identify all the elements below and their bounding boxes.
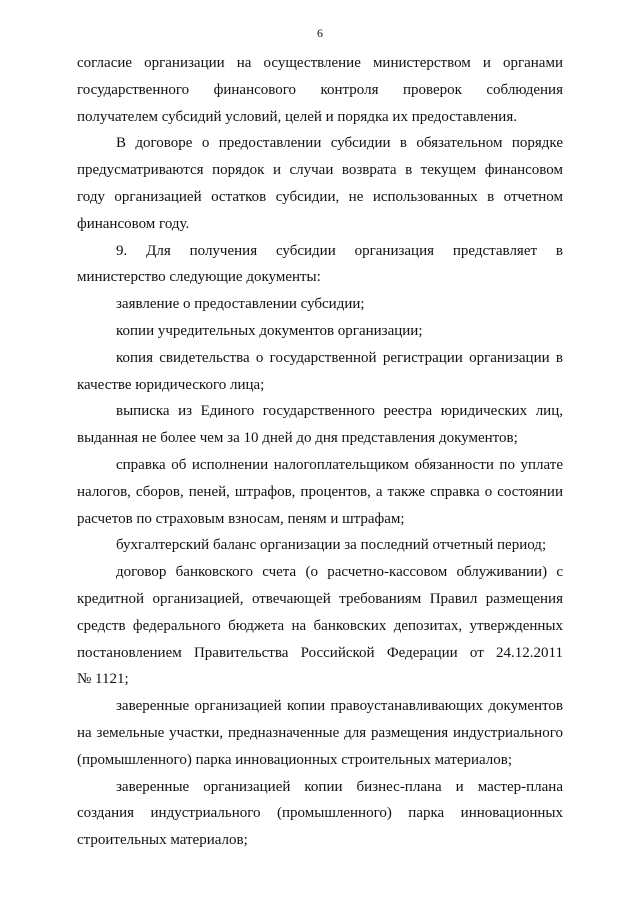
paragraph-line: № 1121; (77, 671, 129, 688)
paragraph-line: 9. Для получения субсидии организация представляет в (116, 242, 563, 259)
paragraph-line: согласие организации на осуществление министерством и органами (77, 55, 563, 71)
page-number: 6 (317, 26, 323, 40)
paragraph-line: копии учредительных документов организации; (116, 322, 423, 339)
paragraph-line: на земельные участки, предназначенные для размещения индустриального (77, 724, 563, 741)
paragraph-line: выписка из Единого государственного реестра юридических лиц, (116, 403, 563, 420)
paragraph-line: создания индустриального (промышленного) парка инновационных (77, 805, 563, 822)
paragraph-line: предусматриваются порядок и случаи возврата в текущем финансовом (77, 162, 563, 179)
paragraph-line: средств федерального бюджета на банковских депозитах, утвержденных (77, 617, 563, 634)
paragraph-line: В договоре о предоставлении субсидии в обязательном порядке (116, 135, 563, 152)
paragraph-line: постановлением Правительства Российской Федерации от 24.12.2011 (77, 644, 563, 661)
paragraph-line: заявление о предоставлении субсидии; (116, 296, 365, 313)
paragraph-line: расчетов по страховым взносам, пеням и штрафам; (77, 510, 405, 527)
paragraph-line: кредитной организацией, отвечающей требованиям Правил размещения (77, 590, 563, 607)
paragraph-line: году организацией остатков субсидии, не использованных в отчетном (77, 188, 563, 205)
paragraph-line: копия свидетельства о государственной регистрации организации в (116, 349, 563, 366)
paragraph-line: получателем субсидий условий, целей и порядка их предоставления. (77, 108, 517, 125)
paragraph-line: справка об исполнении налогоплательщиком обязанности по уплате (116, 456, 563, 473)
paragraph-line: бухгалтерский баланс организации за последний отчетный период; (116, 537, 547, 554)
paragraph-line: государственного финансового контроля проверок соблюдения (77, 81, 563, 98)
paragraph-line: финансовом году. (77, 215, 190, 232)
paragraph-line: министерство следующие документы: (77, 269, 321, 286)
paragraph-line: качестве юридического лица; (77, 376, 265, 393)
paragraph-line: налогов, сборов, пеней, штрафов, процентов, а также справка о состоянии (77, 483, 563, 500)
paragraph-line: выданная не более чем за 10 дней до дня представления документов; (77, 430, 518, 447)
paragraph-line: договор банковского счета (о расчетно-кассовом облуживании) с (116, 564, 563, 581)
paragraph-line: заверенные организацией копии бизнес-плана и мастер-плана (116, 778, 563, 795)
document-body (77, 50, 563, 854)
paragraph-line: (промышленного) парка инновационных строительных материалов; (77, 751, 513, 768)
paragraph-line: заверенные организацией копии правоустанавливающих документов (116, 698, 563, 715)
paragraph-line: строительных материалов; (77, 832, 248, 849)
